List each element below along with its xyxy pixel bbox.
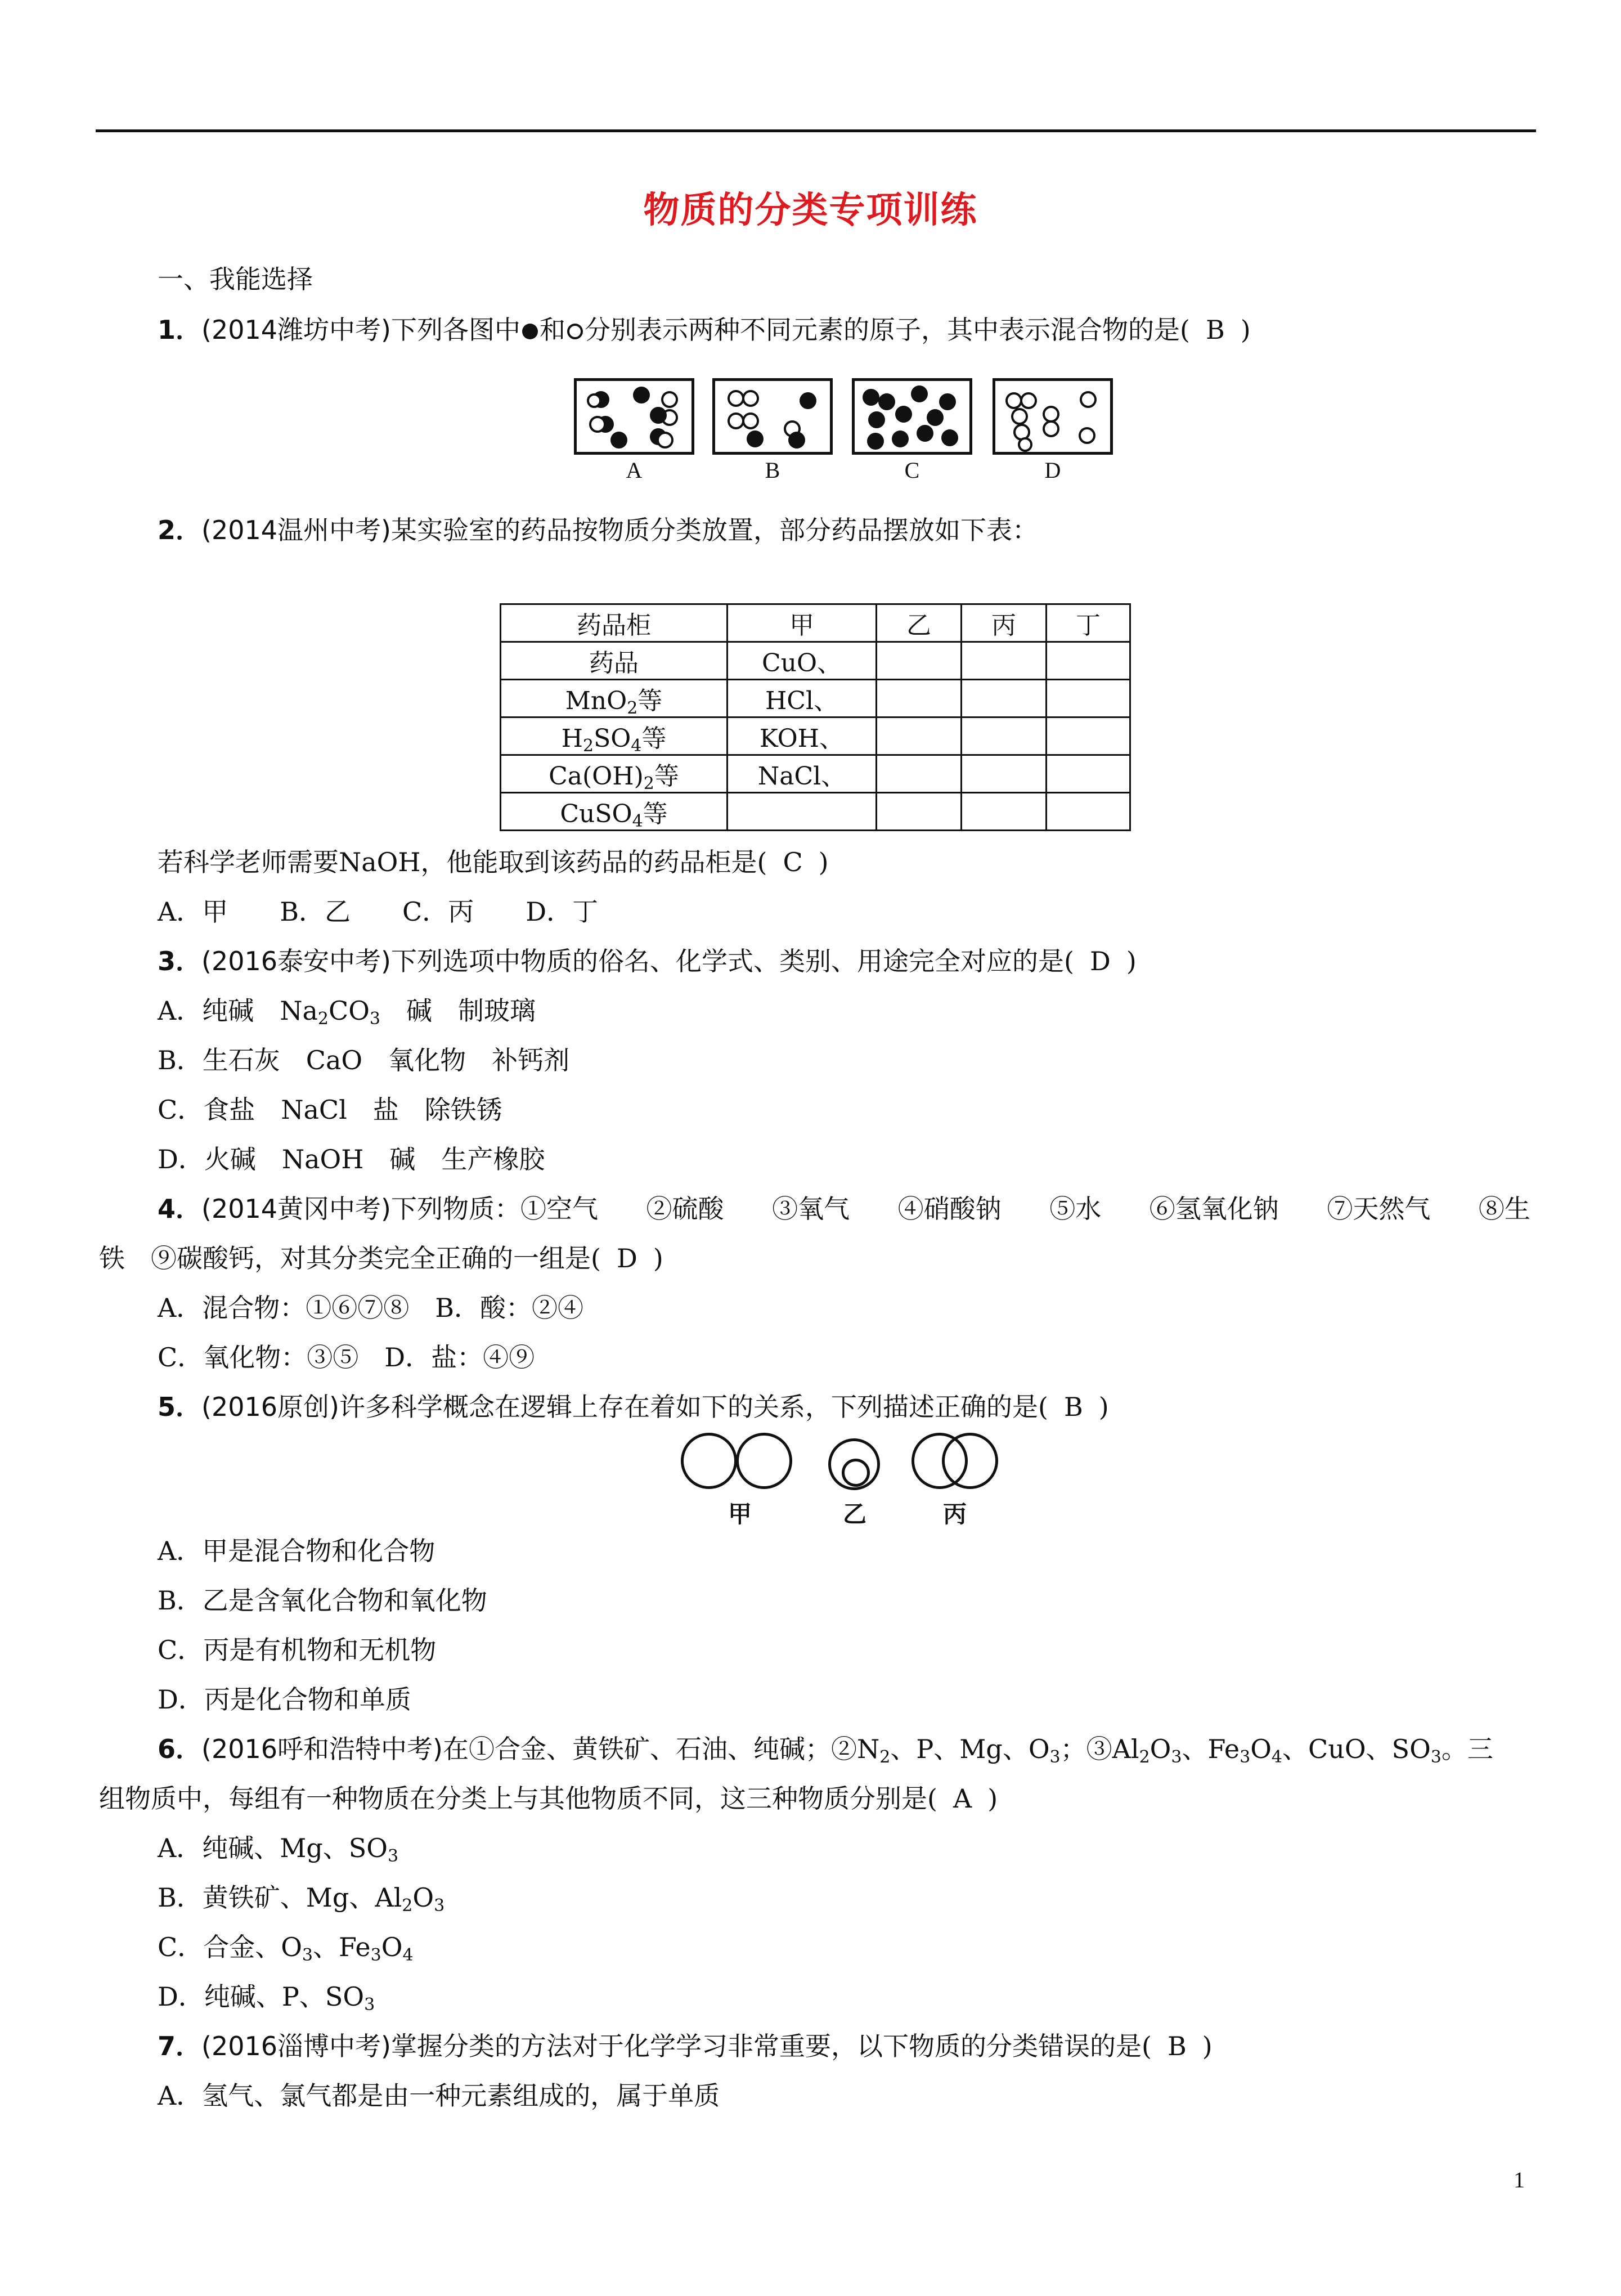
table-row: $Ca(OH)_2$等 NaCl、 [501,755,1130,793]
venn-yi-inner [842,1459,870,1487]
answer-6: A [953,1783,972,1814]
question-3-option-d: D．火碱 NaOH 碱 生产橡胶 [158,1144,545,1174]
question-2: 2．(2014温州中考)某实验室的药品按物质分类放置，部分药品摆放如下表： [158,515,1038,545]
table-row: MnO$_2$等 HCl、 [501,680,1130,718]
question-6-option-d: D．纯碱、P、$SO_3$ [158,1981,375,2015]
table-header-row: 药品柜 甲 乙 丙 丁 [501,604,1130,642]
page-number: 1 [1514,2167,1525,2192]
venn-label-bing: 丙 [943,1500,967,1528]
section-heading: 一、我能选择 [158,264,313,294]
question-5-option-d: D．丙是化合物和单质 [158,1684,411,1715]
answer-7: B [1167,2031,1187,2061]
hollow-atom-icon [565,322,585,341]
question-3-option-c: C．食盐 NaCl 盐 除铁锈 [158,1095,502,1125]
question-1: 1．(2014潍坊中考)下列各图中 和 分别表示两种不同元素的原子，其中表示混合物的是( B ) [158,315,1251,345]
question-6-option-a: A．纯碱、Mg、$SO_3$ [158,1833,399,1866]
question-3: 3．(2016泰安中考)下列选项中物质的俗名、化学式、类别、用途完全对应的是( D ) [158,946,1137,976]
table-row: $H_2SO_4$等 KOH、 [501,718,1130,755]
answer-5: B [1063,1392,1083,1422]
answer-2: C [783,847,803,877]
question-5-option-a: A．甲是混合物和化合物 [158,1536,435,1566]
question-2-follow: 若科学老师需要NaOH，他能取到该药品的药品柜是( C ) [158,847,829,877]
table-row: CuSO$_4$等 [501,793,1130,831]
figure-label-b: B [765,458,780,483]
answer-3: D [1089,946,1111,976]
filled-atom-icon [520,322,540,341]
figure-label-a: A [626,458,643,483]
venn-jia-left [681,1433,737,1489]
venn-jia-right [736,1433,792,1489]
venn-label-jia: 甲 [728,1500,752,1528]
figure-label-d: D [1044,458,1061,483]
question-7: 7．(2016淄博中考)掌握分类的方法对于化学学习非常重要，以下物质的分类错误的是( B ) [158,2031,1213,2061]
question-6-option-b: B．黄铁矿、Mg、$Al_2O_3$ [158,1882,445,1916]
figure-box-b [712,378,833,455]
question-4-cont: 铁 ⑨碳酸钙，对其分类完全正确的一组是( D ) [99,1243,663,1273]
venn-bing-right [942,1433,998,1489]
question-7-option-a: A．氢气、氯气都是由一种元素组成的，属于单质 [158,2080,720,2111]
figure-label-c: C [904,458,920,483]
question-6: 6．(2016呼和浩特中考)在①合金、黄铁矿、石油、纯碱；$②N_2$、P、Mg、$O_3$；$③Al_2O_3$、$Fe_3O_4$、CuO、$SO_3$。三 [158,1734,1493,1767]
header-rule [96,129,1536,132]
question-3-option-b: B．生石灰 CaO 氧化物 补钙剂 [158,1045,570,1075]
figure-box-c [852,378,972,455]
question-3-option-a: A．纯碱 $Na_2CO_3$ 碱 制玻璃 [158,995,536,1029]
page-title: 物质的分类专项训练 [643,190,978,231]
question-6-cont: 组物质中，每组有一种物质在分类上与其他物质不同，这三种物质分别是( A ) [99,1783,998,1814]
table-row: 药品 CuO、 [501,642,1130,680]
answer-4: D [616,1243,637,1273]
figure-box-a [574,378,694,455]
answer-1: B [1205,315,1225,345]
question-4-options-ab: A．混合物：①⑥⑦⑧ B．酸：②④ [158,1293,584,1323]
question-5-option-b: B．乙是含氧化合物和氧化物 [158,1585,487,1616]
figure-box-d [993,378,1113,455]
question-4: 4．(2014黄冈中考)下列物质：①空气 ②硫酸 ③氧气 ④硝酸钠 ⑤水 ⑥氢氧化钠 ⑦天然气 ⑧生 [158,1194,1530,1224]
question-5: 5．(2016原创)许多科学概念在逻辑上存在着如下的关系，下列描述正确的是( B ) [158,1392,1109,1422]
question-5-option-c: C．丙是有机物和无机物 [158,1635,437,1665]
question-4-options-cd: C．氧化物：③⑤ D．盐：④⑨ [158,1342,535,1373]
venn-label-yi: 乙 [843,1500,867,1528]
question-6-option-c: C．合金、$O_3$、$Fe_3O_4$ [158,1932,414,1965]
venn-figure [681,1433,1018,1528]
drug-cabinet-table [500,603,1131,831]
question-2-options: A．甲 B．乙 C．丙 D．丁 [158,896,599,927]
